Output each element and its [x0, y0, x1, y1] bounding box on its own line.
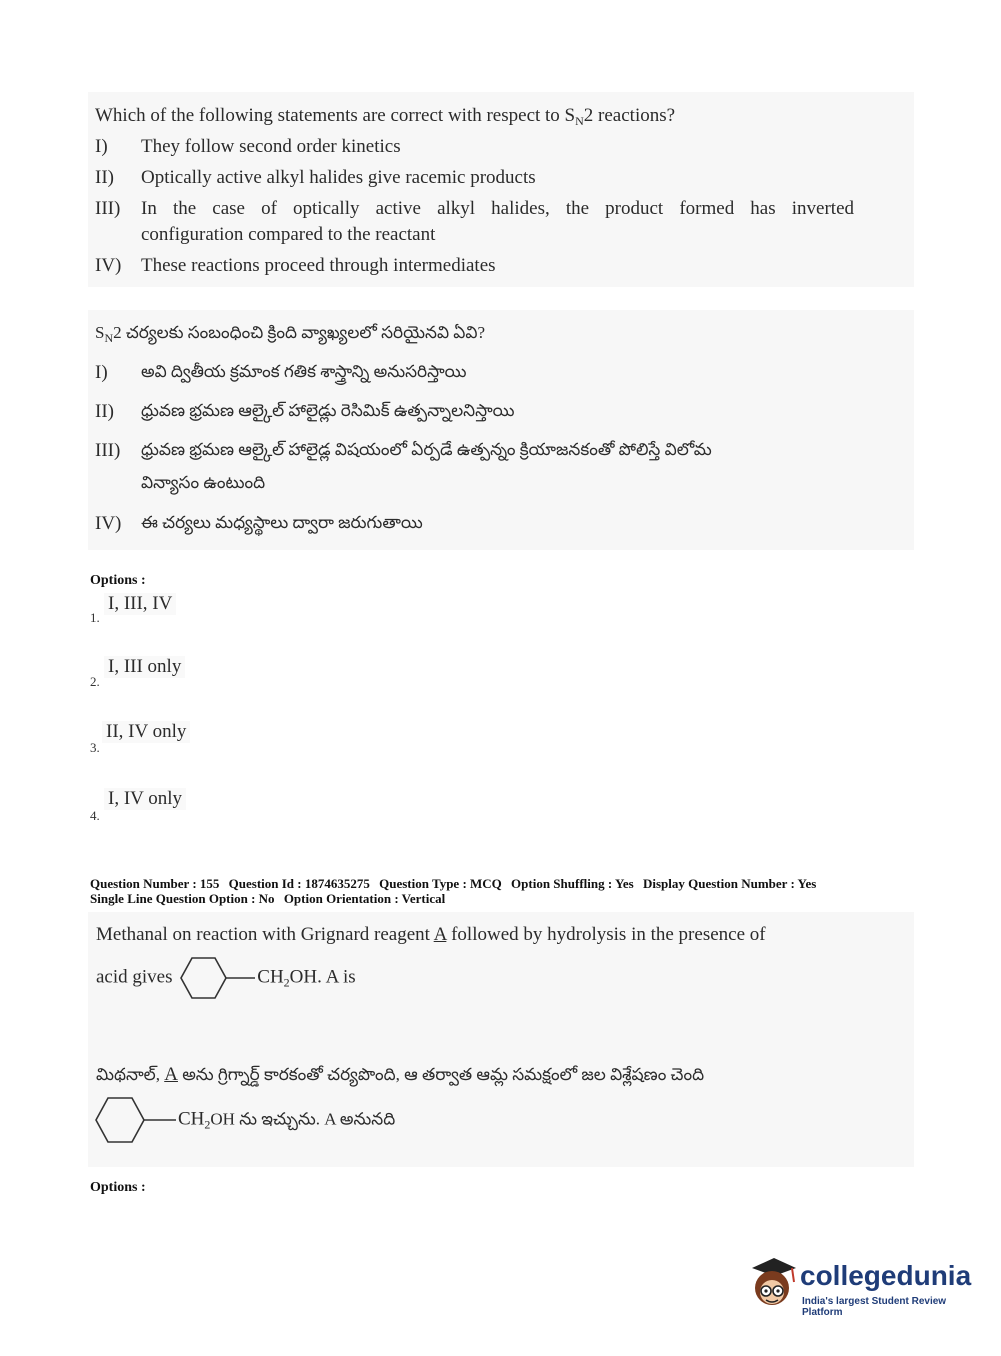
statement-roman: III) — [95, 440, 121, 461]
brand-name: collegedunia — [800, 1260, 972, 1291]
statement-roman: I) — [95, 362, 108, 383]
statement-roman: II) — [95, 167, 114, 188]
options-label-q2: Options : — [90, 1180, 146, 1195]
question-type: Question Type : MCQ — [379, 876, 502, 891]
statement-roman: III) — [95, 198, 121, 219]
question-english-block — [88, 92, 914, 287]
mascot-icon — [742, 1254, 802, 1314]
brand-tagline: India's largest Student Review Platform — [802, 1296, 947, 1318]
statement-text: These reactions proceed through intermediates — [141, 255, 496, 276]
single-line-option: Single Line Question Option : No — [90, 891, 275, 906]
question-telugu-block — [88, 310, 914, 550]
statement-text-telugu-continued: విన్యాసం ఉంటుంది — [141, 473, 266, 492]
option-number: 4. — [90, 808, 100, 823]
statement-text: In the case of optically active alkyl halides, the product formed has inverted — [141, 198, 854, 219]
statement-text: Optically active alkyl halides give racemic products — [141, 167, 536, 188]
metadata-line-1 — [90, 876, 920, 891]
statement-text-telugu: అవి ద్వితీయ క్రమాంక గతిక శాస్త్రాన్ని అనుసరిస్తాయి — [141, 362, 467, 381]
options-label: Options : — [90, 573, 146, 588]
statement-text-continued: configuration compared to the reactant — [141, 224, 436, 245]
statement-text-telugu: ఈ చర్యలు మధ్యస్థాలు ద్వారా జరుగుతాయి — [141, 513, 423, 532]
cyclohexane-ring-icon — [92, 1094, 178, 1146]
q2-telugu-line-1: మిథనాల్, A అను గ్రిగ్నార్డ్ కారకంతో చర్యపొంది, ఆ తర్వాత ఆమ్ల సమక్షంలో జల విశ్లేషణం చెంది — [96, 1064, 705, 1085]
option-orientation: Option Orientation : Vertical — [283, 891, 446, 906]
cyclohexane-ring-icon — [177, 954, 257, 1002]
option-number: 2. — [90, 674, 100, 689]
statement-text: They follow second order kinetics — [141, 136, 401, 157]
statement-roman: I) — [95, 136, 108, 157]
question-stem-telugu: $S_N2$ చర్యలకు సంబంధించి క్రింది వ్యాఖ్యలలో సరియైనవి ఏవి? — [95, 323, 485, 345]
question-id: Question Id : 1874635275 — [228, 876, 370, 891]
q2-english-line-2: acid gives $CH_2OH$. A is — [96, 954, 356, 1002]
option-1[interactable]: I, III, IV — [104, 593, 176, 615]
q2-telugu-line-2: $CH_2OH$ ను ఇచ్చును. A అనునది — [92, 1094, 395, 1146]
q2-english-line-1: Methanal on reaction with Grignard reagent A followed by hydrolysis in the presence of — [96, 924, 766, 945]
statement-text-telugu: ధ్రువణ భ్రమణ ఆల్కైల్ హాలైడ్లు రెసిమిక్ ఉత్పన్నాలనిస్తాయి — [141, 401, 515, 420]
display-question-number: Display Question Number : Yes — [642, 876, 817, 891]
question-number: Question Number : 155 — [90, 876, 220, 891]
option-3[interactable]: II, IV only — [102, 721, 190, 743]
option-4[interactable]: I, IV only — [104, 788, 186, 810]
metadata-line-2 — [90, 891, 920, 906]
collegedunia-logo[interactable] — [742, 1252, 972, 1322]
statement-roman: IV) — [95, 255, 122, 276]
option-number: 1. — [90, 610, 100, 625]
option-2[interactable]: I, III only — [104, 656, 185, 678]
statement-roman: IV) — [95, 513, 122, 534]
question-2-block — [88, 912, 914, 1167]
option-number: 3. — [90, 740, 100, 755]
statement-text-telugu: ధ్రువణ భ్రమణ ఆల్కైల్ హాలైడ్ల విషయంలో ఏర్పడే ఉత్పన్నం క్రియాజనకంతో పోలిస్తే విలోమ — [141, 440, 712, 459]
option-shuffling: Option Shuffling : Yes — [511, 876, 634, 891]
question-metadata — [90, 876, 920, 906]
statement-roman: II) — [95, 401, 114, 422]
question-stem: Which of the following statements are correct with respect to $S_N2$ reactions? — [95, 105, 676, 128]
